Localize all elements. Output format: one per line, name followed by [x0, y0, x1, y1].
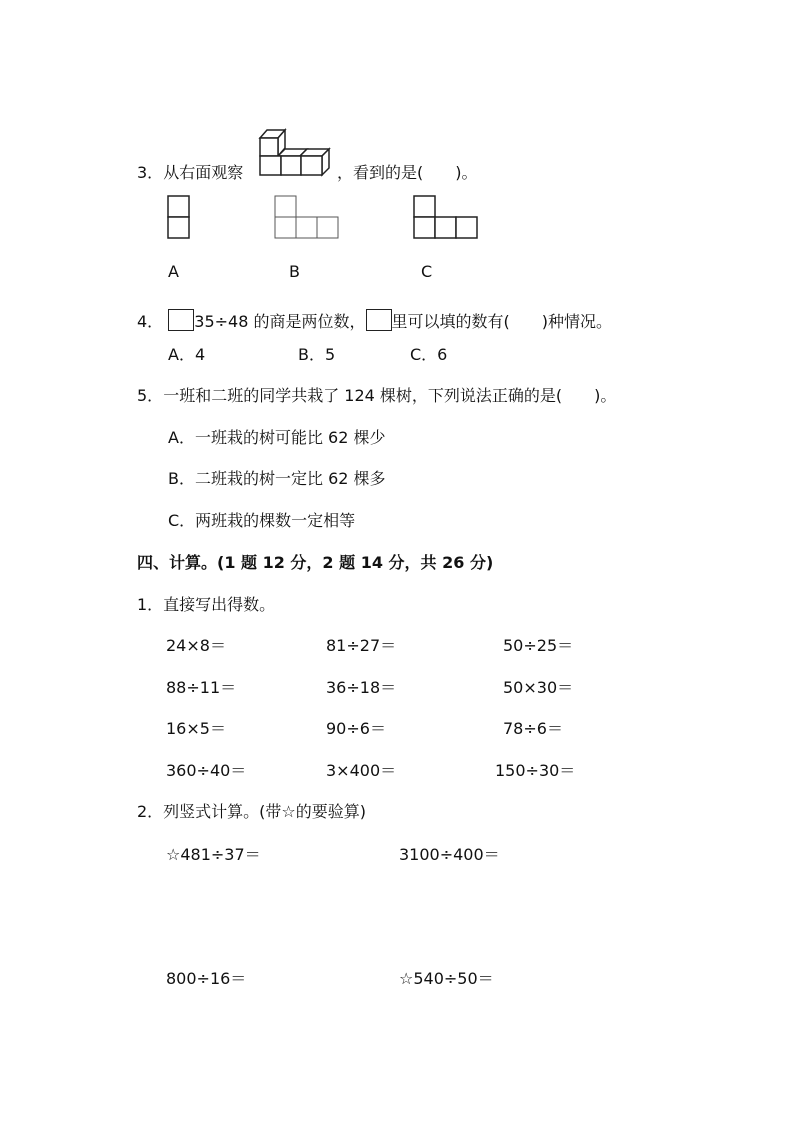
- q3-solid-figure: [257, 128, 337, 178]
- q4-text-a: 35÷48 的商是两位数，: [194, 312, 366, 331]
- q3-option-a-figure: [167, 195, 191, 241]
- vertical-calc-item: ☆481÷37＝: [166, 845, 261, 864]
- q5-line: [137, 386, 616, 406]
- q4-blank-box-1[interactable]: [168, 309, 194, 331]
- q4-option-b[interactable]: B．5: [298, 345, 336, 364]
- q4-text-b: 里可以填的数有( )种情况。: [391, 312, 612, 331]
- q3-option-b-label[interactable]: B: [289, 262, 300, 281]
- q5-option-a[interactable]: A．一班栽的树可能比 62 棵少: [168, 428, 386, 447]
- calc-item: 90÷6＝: [326, 719, 386, 738]
- q3-text-after: ，看到的是( )。: [337, 163, 478, 182]
- calc-item: 3×400＝: [326, 761, 397, 780]
- q3-text-before: 从右面观察: [163, 163, 244, 182]
- section-heading: 四、计算。(1 题 12 分，2 题 14 分，共 26 分): [137, 553, 494, 572]
- q5-number: 5．: [137, 386, 164, 405]
- q5-text: 一班和二班的同学共栽了 124 棵树，下列说法正确的是( )。: [163, 386, 617, 405]
- calc-item: 50×30＝: [503, 678, 574, 697]
- calc-item: 16×5＝: [166, 719, 226, 738]
- part2-title: 2．列竖式计算。(带☆的要验算): [137, 802, 367, 821]
- calc-item: 81÷27＝: [326, 636, 397, 655]
- q3-option-b-figure: [274, 195, 340, 241]
- calc-item: 36÷18＝: [326, 678, 397, 697]
- q4-line: [137, 309, 612, 332]
- q3-line: [137, 163, 243, 183]
- q4-option-a[interactable]: A．4: [168, 345, 206, 364]
- q3-text-after-wrap: [337, 163, 478, 183]
- q5-option-b[interactable]: B．二班栽的树一定比 62 棵多: [168, 469, 386, 488]
- q3-option-a-label[interactable]: A: [168, 262, 179, 281]
- q3-option-c-label[interactable]: C: [421, 262, 433, 281]
- q4-number: 4．: [137, 312, 164, 331]
- part1-title: 1．直接写出得数。: [137, 595, 276, 614]
- q5-option-c[interactable]: C．两班栽的棵数一定相等: [168, 511, 356, 530]
- q3-option-c-figure: [413, 195, 479, 241]
- calc-item: 88÷11＝: [166, 678, 237, 697]
- calc-item: 24×8＝: [166, 636, 226, 655]
- vertical-calc-item: 3100÷400＝: [399, 845, 500, 864]
- calc-item: 360÷40＝: [166, 761, 247, 780]
- vertical-calc-item: ☆540÷50＝: [399, 969, 494, 988]
- q4-option-c[interactable]: C．6: [410, 345, 448, 364]
- q3-number: 3．: [137, 163, 164, 182]
- calc-item: 78÷6＝: [503, 719, 563, 738]
- q4-blank-box-2[interactable]: [366, 309, 392, 331]
- vertical-calc-item: 800÷16＝: [166, 969, 247, 988]
- calc-item: 50÷25＝: [503, 636, 574, 655]
- calc-item: 150÷30＝: [495, 761, 576, 780]
